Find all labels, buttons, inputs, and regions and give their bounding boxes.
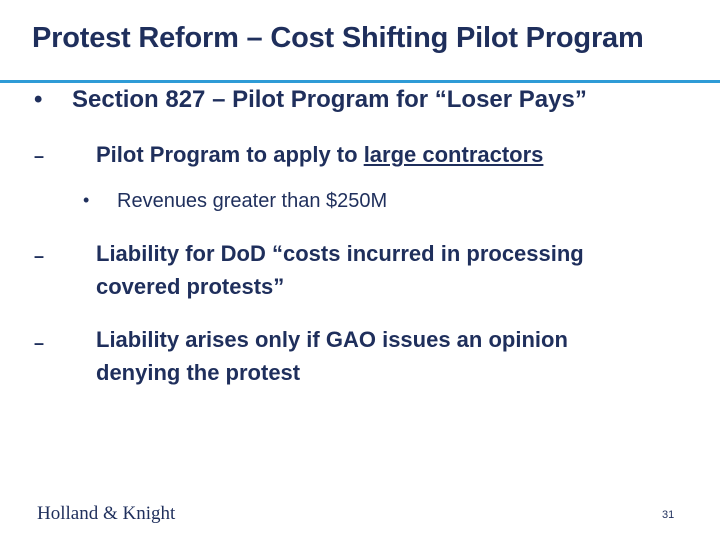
nested-bullet: Revenues greater than $250M bbox=[117, 190, 388, 212]
subpoint-1 bbox=[96, 138, 676, 171]
slide-title: Protest Reform – Cost Shifting Pilot Program bbox=[32, 22, 644, 54]
subpoint-1-text: Pilot Program to apply to bbox=[96, 142, 364, 167]
title-divider bbox=[0, 80, 720, 83]
main-bullet-text: Section 827 – Pilot Program for “Loser Pays” bbox=[72, 86, 587, 113]
main-bullet bbox=[34, 86, 694, 114]
page-number: 31 bbox=[662, 509, 675, 521]
subpoint-1-underlined-text: large contractors bbox=[363, 142, 544, 167]
nested-bullet-marker: • bbox=[83, 190, 90, 210]
holland-knight-logo: Holland & Knight bbox=[37, 503, 176, 524]
sub-marker: – bbox=[34, 246, 45, 266]
sub-marker: – bbox=[34, 333, 45, 353]
bullet-marker: • bbox=[34, 86, 43, 113]
sub-marker: – bbox=[34, 146, 45, 166]
subpoint-3: Liability arises only if GAO issues an opinion denying the protest bbox=[96, 327, 568, 385]
subpoint-2: Liability for DoD “costs incurred in processing covered protests” bbox=[96, 241, 584, 299]
